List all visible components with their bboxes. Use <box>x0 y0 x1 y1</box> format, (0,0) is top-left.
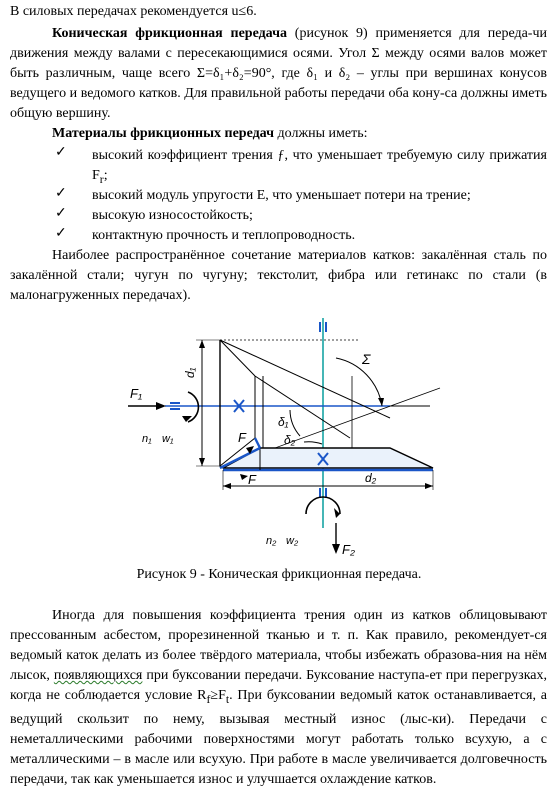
paragraph-material-combinations: Наиболее распространённое сочетание материалов катков: закалённая сталь по закалённой стали; чугун по чугуну; текстолит, фибра или гетинакс по стали (в малонагруженных передачах). <box>10 248 547 303</box>
arrow-icon <box>332 544 340 554</box>
label-F-upper: F <box>238 430 246 445</box>
check-icon: ✓ <box>55 186 67 201</box>
check-icon: ✓ <box>55 145 67 160</box>
label-delta2: δ₂ <box>284 433 296 447</box>
figure-caption: Рисунок 9 - Коническая фрикционная передача. <box>136 567 422 582</box>
paragraph-intro: В силовых передачах рекомендуется u≤6. <box>10 4 257 19</box>
label-d2: d₂ <box>365 471 377 485</box>
label-sigma: Σ <box>362 351 371 367</box>
label-F2: F₂ <box>342 542 355 557</box>
label-w2: w₂ <box>286 535 299 547</box>
paragraph-conical-transmission: Коническая фрикционная передача (рисунок 9) применяется для переда-чи движения между валами с пересекающимися осями. Угол Σ между осями валов может быть различным, чаще всего Σ=δ₁+δ₂=90°, где δ₁ и δ₂ – углы при вершинах конусов ведущего и ведомого катков. Для правильной работы передачи оба кону-са должны иметь общую вершину. <box>10 26 548 121</box>
figure-conical-friction-transmission <box>100 318 540 563</box>
bullet-item-wear: высокую износостойкость; <box>92 208 253 223</box>
paragraph-materials: Материалы фрикционных передач должны иметь: <box>52 126 368 141</box>
check-icon: ✓ <box>55 206 67 221</box>
spellcheck-word: появляющихся <box>53 668 143 683</box>
bullet-item-elasticity: высокий модуль упругости E, что уменьшает потери на трение; <box>92 188 471 203</box>
label-w1: w₁ <box>162 433 174 445</box>
check-icon: ✓ <box>55 226 67 241</box>
driving-cone <box>220 340 223 468</box>
bullet-item-friction: высокий коэффициент трения ƒ, что уменьшает требуемую силу прижатия $F_r$; <box>92 148 547 186</box>
term-conical-transmission: Коническая фрикционная передача <box>52 26 288 41</box>
label-d1: d₁ <box>183 367 197 378</box>
label-delta1: δ₁ <box>278 415 289 429</box>
term-materials: Материалы фрикционных передач <box>52 126 275 141</box>
arrow-icon <box>156 402 166 410</box>
paragraph-lining-and-slipping: Иногда для повышения коэффициента трения один из катков облицовывают прессованным асбестом, прорезиненной тканью и т. п. Как правило, рекомендует-ся ведомый каток делать из более твёрдого материала, чтобы избежать образова-ния на нём лысок, появляющихся при буксовании передачи. Буксование наступа-ет при перегрузках, когда не соблюдается условие $R_f\ge F_t$. При буксовании ведомый каток останавливается, а ведущий скользит по нему, вызывая местный износ (лыс-ки). Передачи с неметаллическими рабочими поверхностями могут работать только всухую, а с металлическими – в масле или всухую. При работе в масле увеличивается долговечность передачи, так как уменьшается износ и улучшается охлаждение катков. <box>10 608 548 787</box>
label-F-lower: F <box>248 472 256 487</box>
bullet-item-strength: контактную прочность и теплопроводность. <box>92 228 356 243</box>
label-n1: n₁ <box>142 433 152 445</box>
label-n2: n₂ <box>266 535 277 547</box>
label-F1: F₁ <box>130 386 143 401</box>
